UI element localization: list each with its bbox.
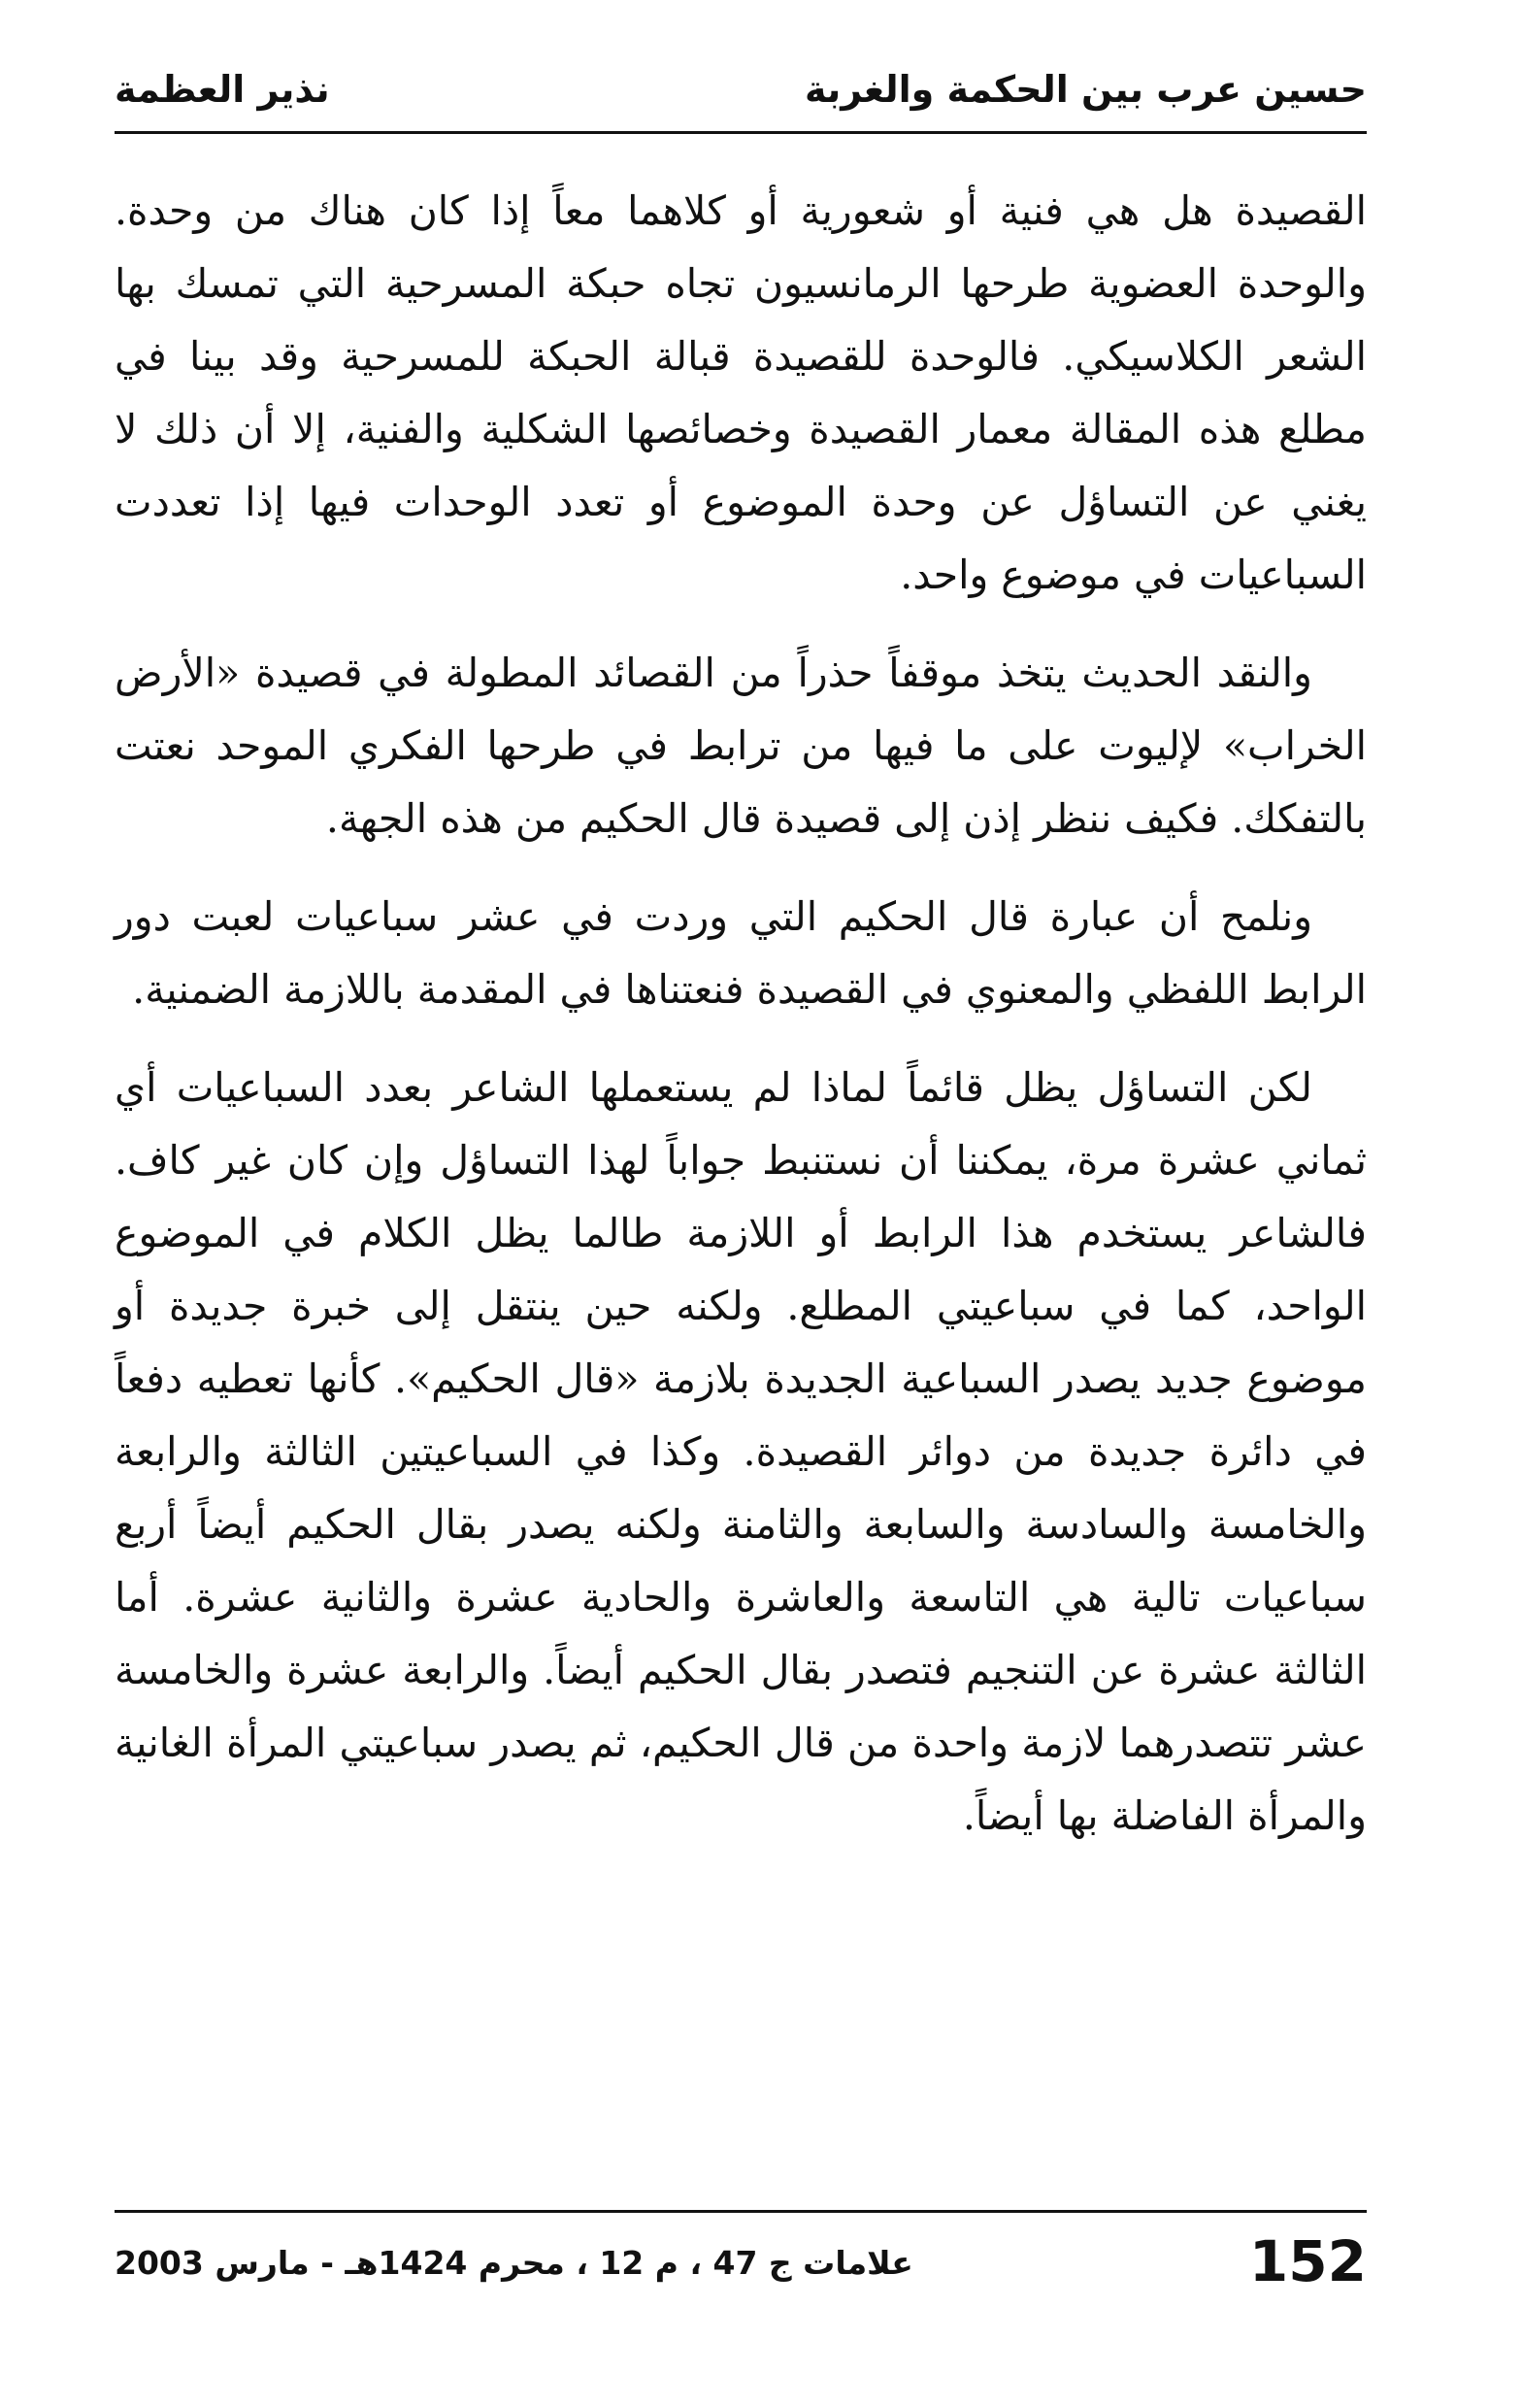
page-footer (115, 2228, 1367, 2306)
body-text (115, 175, 1367, 1878)
journal-issue: علامات ج 47 ، م 12 ، محرم 1424هـ - مارس 2003 (115, 2244, 913, 2282)
paragraph: والنقد الحديث يتخذ موقفاً حذراً من القصائد المطولة في قصيدة «الأرض الخراب» لإليوت على ما فيها من ترابط في طرحها الفكري الموحد نعتت بالتفكك. فكيف ننظر إذن إلى قصيدة قال الحكيم من هذه الجهة. (115, 650, 1367, 842)
paragraph: القصيدة هل هي فنية أو شعورية أو كلاهما معاً إذا كان هناك من وحدة. والوحدة العضوية طرحها الرمانسيون تجاه حبكة المسرحية التي تمسك بها الشعر الكلاسيكي. فالوحدة للقصيدة قبالة الحبكة للمسرحية وقد بينا في مطلع هذه المقالة معمار القصيدة وخصائصها الشكلية والفنية، إلا أن ذلك لا يغني عن التساؤل عن وحدة الموضوع أو تعدد الوحدات فيها إذا تعددت السباعيات في موضوع واحد. (115, 187, 1367, 598)
header-rule (115, 131, 1367, 134)
paragraph: ونلمح أن عبارة قال الحكيم التي وردت في عشر سباعيات لعبت دور الرابط اللفظي والمعنوي في القصيدة فنعتناها في المقدمة باللازمة الضمنية. (115, 893, 1367, 1013)
author-name: نذير العظمة (115, 68, 330, 111)
running-header (115, 60, 1367, 128)
page-number: 152 (1248, 2228, 1367, 2294)
article-title: حسين عرب بين الحكمة والغربة (804, 68, 1367, 111)
paragraph: لكن التساؤل يظل قائماً لماذا لم يستعملها الشاعر بعدد السباعيات أي ثماني عشرة مرة، يمكننا أن نستنبط جواباً لهذا التساؤل وإن كان غير كاف. فالشاعر يستخدم هذا الرابط أو اللازمة طالما يظل الكلام في الموضوع الواحد، كما في سباعيتي المطلع. ولكنه حين ينتقل إلى خبرة جديدة أو موضوع جديد يصدر السباعية الجديدة بلازمة «قال الحكيم». كأنها تعطيه دفعاً في دائرة جديدة من دوائر القصيدة. وكذا في السباعيتين الثالثة والرابعة والخامسة والسادسة والسابعة والثامنة ولكنه يصدر بقال الحكيم أيضاً أربع سباعيات تالية هي التاسعة والعاشرة والحادية عشرة والثانية عشرة. أما الثالثة عشرة عن التنجيم فتصدر بقال الحكيم أيضاً. والرابعة عشرة والخامسة عشر تتصدرهما لازمة واحدة من قال الحكيم، ثم يصدر سباعيتي المرأة الغانية والمرأة الفاضلة بها أيضاً. (115, 1064, 1367, 1839)
footer-rule (115, 2210, 1367, 2213)
